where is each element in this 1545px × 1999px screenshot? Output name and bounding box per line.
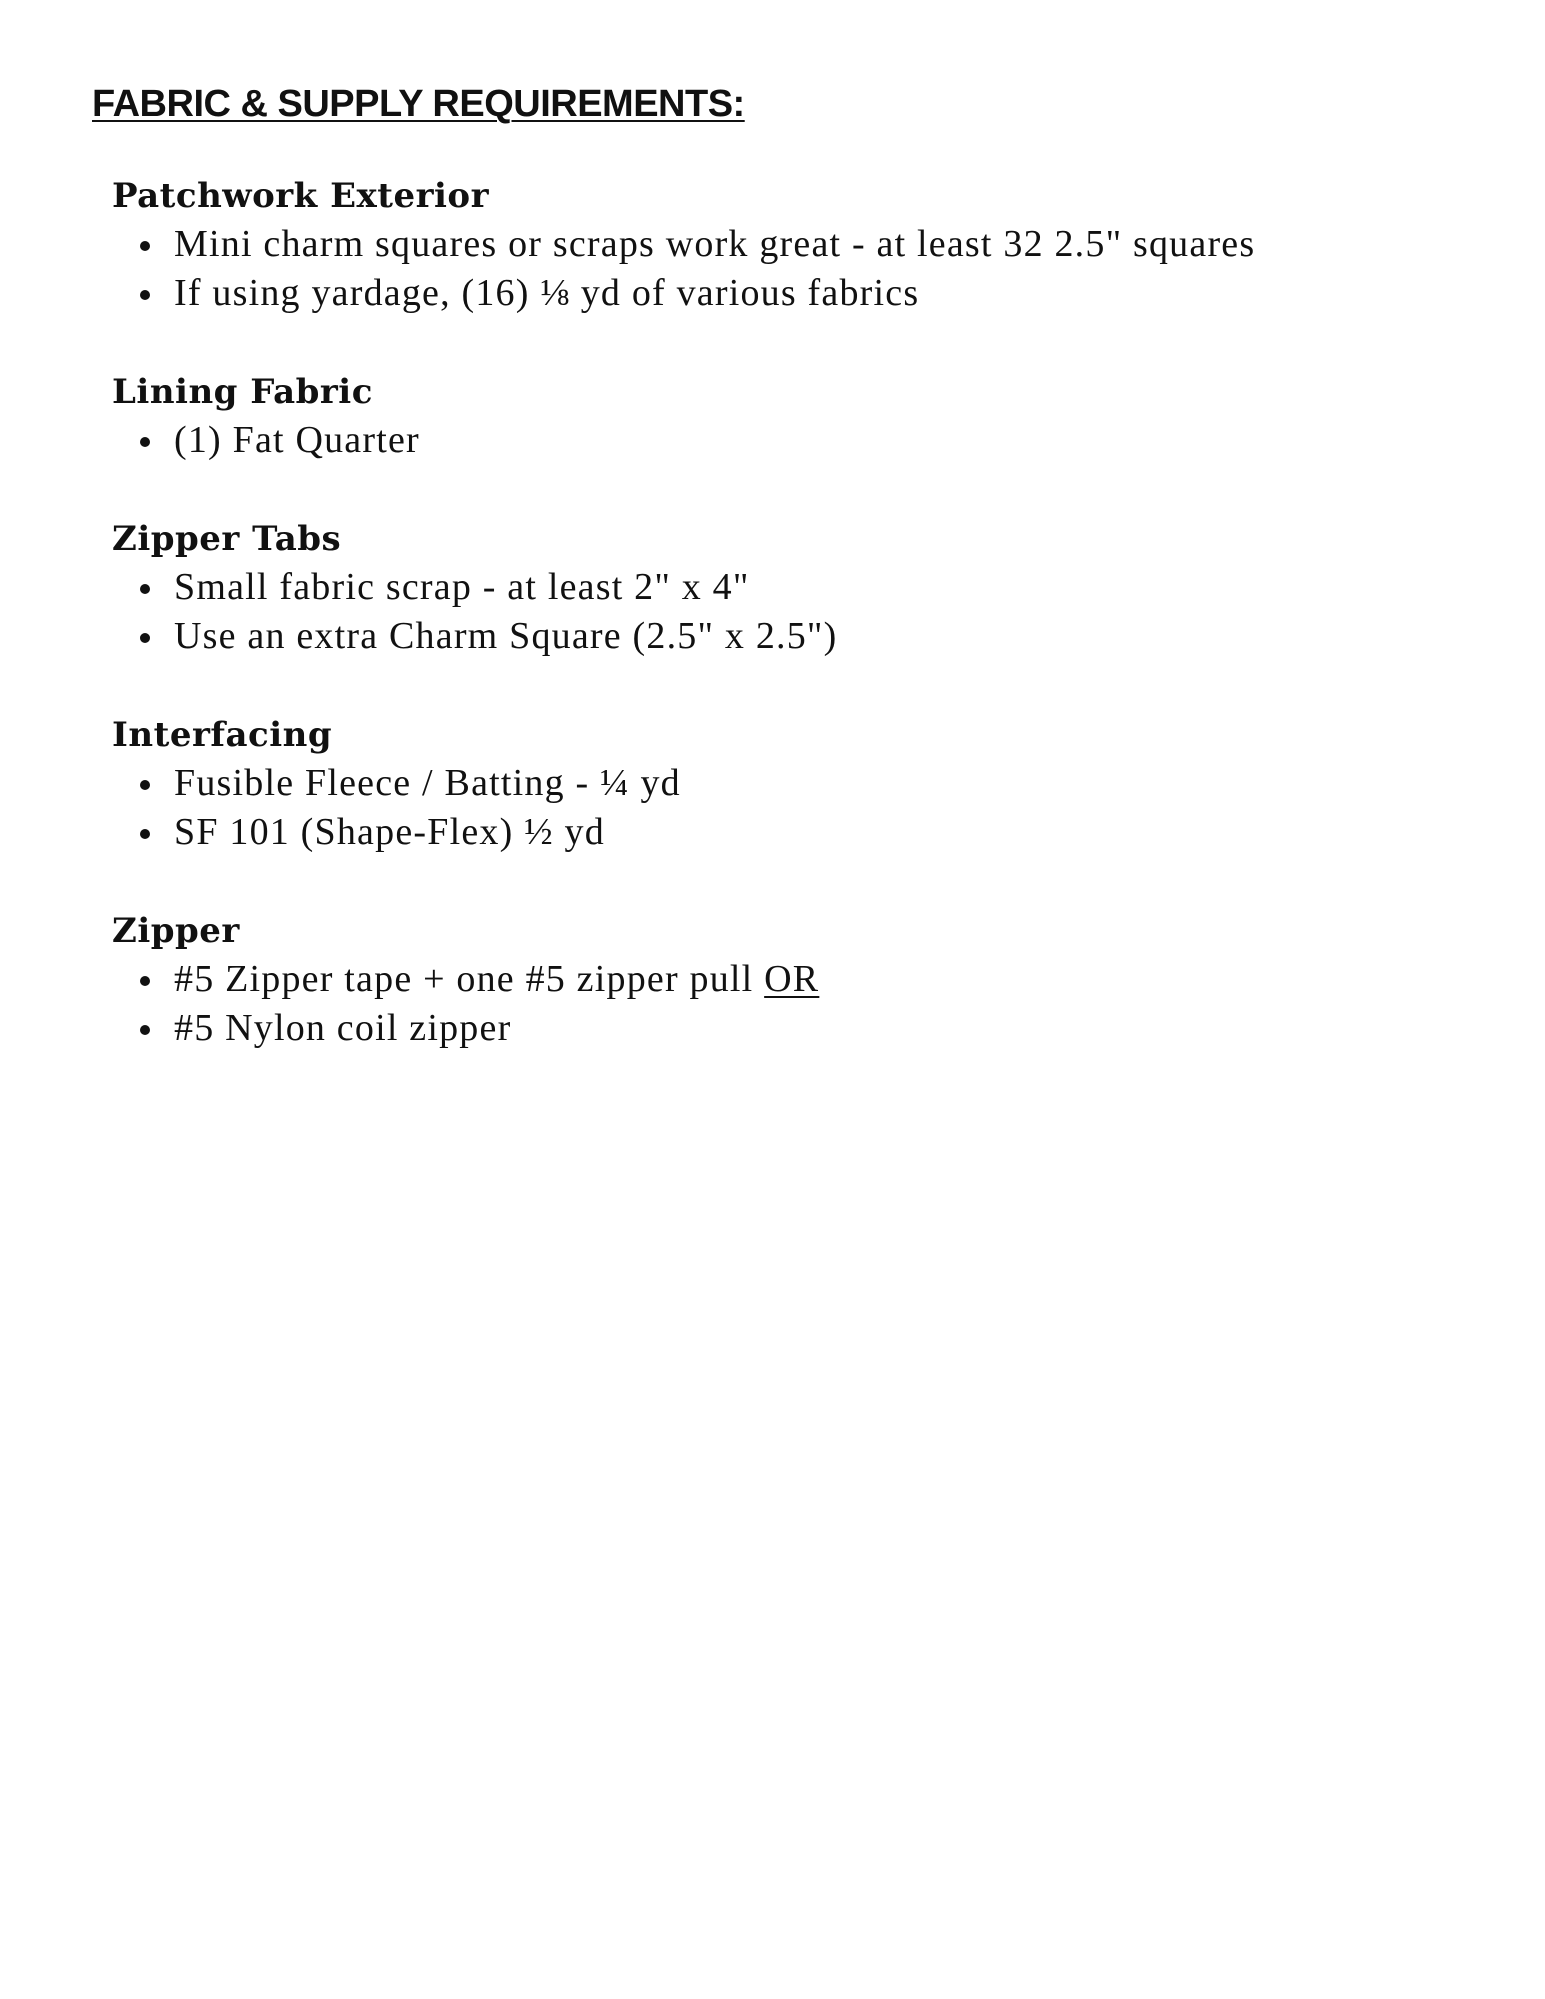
bullet-icon <box>140 976 150 986</box>
bullet-icon <box>140 437 150 447</box>
bullet-icon <box>140 290 150 300</box>
list-item <box>112 1004 819 1053</box>
bullet-icon <box>140 1025 150 1035</box>
section-zipper <box>112 907 819 1053</box>
list-item <box>112 563 837 612</box>
section-heading: Patchwork Exterior <box>112 176 490 216</box>
list-item <box>112 612 837 661</box>
section-list <box>112 416 420 465</box>
list-item-text: #5 Nylon coil zipper <box>174 1007 512 1049</box>
list-item <box>112 759 681 808</box>
section-patchwork-exterior <box>112 172 1255 318</box>
section-zipper-tabs <box>112 515 837 661</box>
section-lining-fabric <box>112 368 420 465</box>
bullet-icon <box>140 241 150 251</box>
section-list <box>112 955 819 1053</box>
list-item-text: Small fabric scrap - at least 2" x 4" <box>174 566 750 608</box>
section-interfacing <box>112 711 681 857</box>
bullet-icon <box>140 780 150 790</box>
list-item-text: #5 Zipper tape + one #5 zipper pull <box>174 958 765 1000</box>
list-item-text: Mini charm squares or scraps work great - at least 32 2.5" squares <box>174 223 1256 265</box>
bullet-icon <box>140 633 150 643</box>
bullet-icon <box>140 829 150 839</box>
list-item <box>112 220 1255 269</box>
list-item-text: SF 101 (Shape-Flex) ½ yd <box>174 811 605 853</box>
list-item <box>112 808 681 857</box>
section-heading: Zipper <box>112 911 240 951</box>
section-heading: Zipper Tabs <box>112 519 342 559</box>
section-list <box>112 563 837 661</box>
list-item <box>112 416 420 465</box>
list-item <box>112 269 1255 318</box>
section-list <box>112 759 681 857</box>
section-heading: Lining Fabric <box>112 372 373 412</box>
list-item-text: Fusible Fleece / Batting - ¼ yd <box>174 762 681 804</box>
bullet-icon <box>140 584 150 594</box>
section-heading: Interfacing <box>112 715 333 755</box>
page-title: FABRIC & SUPPLY REQUIREMENTS: <box>92 83 745 125</box>
list-item-text: Use an extra Charm Square (2.5" x 2.5") <box>174 615 838 657</box>
section-list <box>112 220 1255 318</box>
list-item-text: If using yardage, (16) ⅛ yd of various fabrics <box>174 272 920 314</box>
emphasis-text: OR <box>764 958 820 1000</box>
list-item-text: (1) Fat Quarter <box>174 419 420 461</box>
list-item <box>112 955 819 1004</box>
